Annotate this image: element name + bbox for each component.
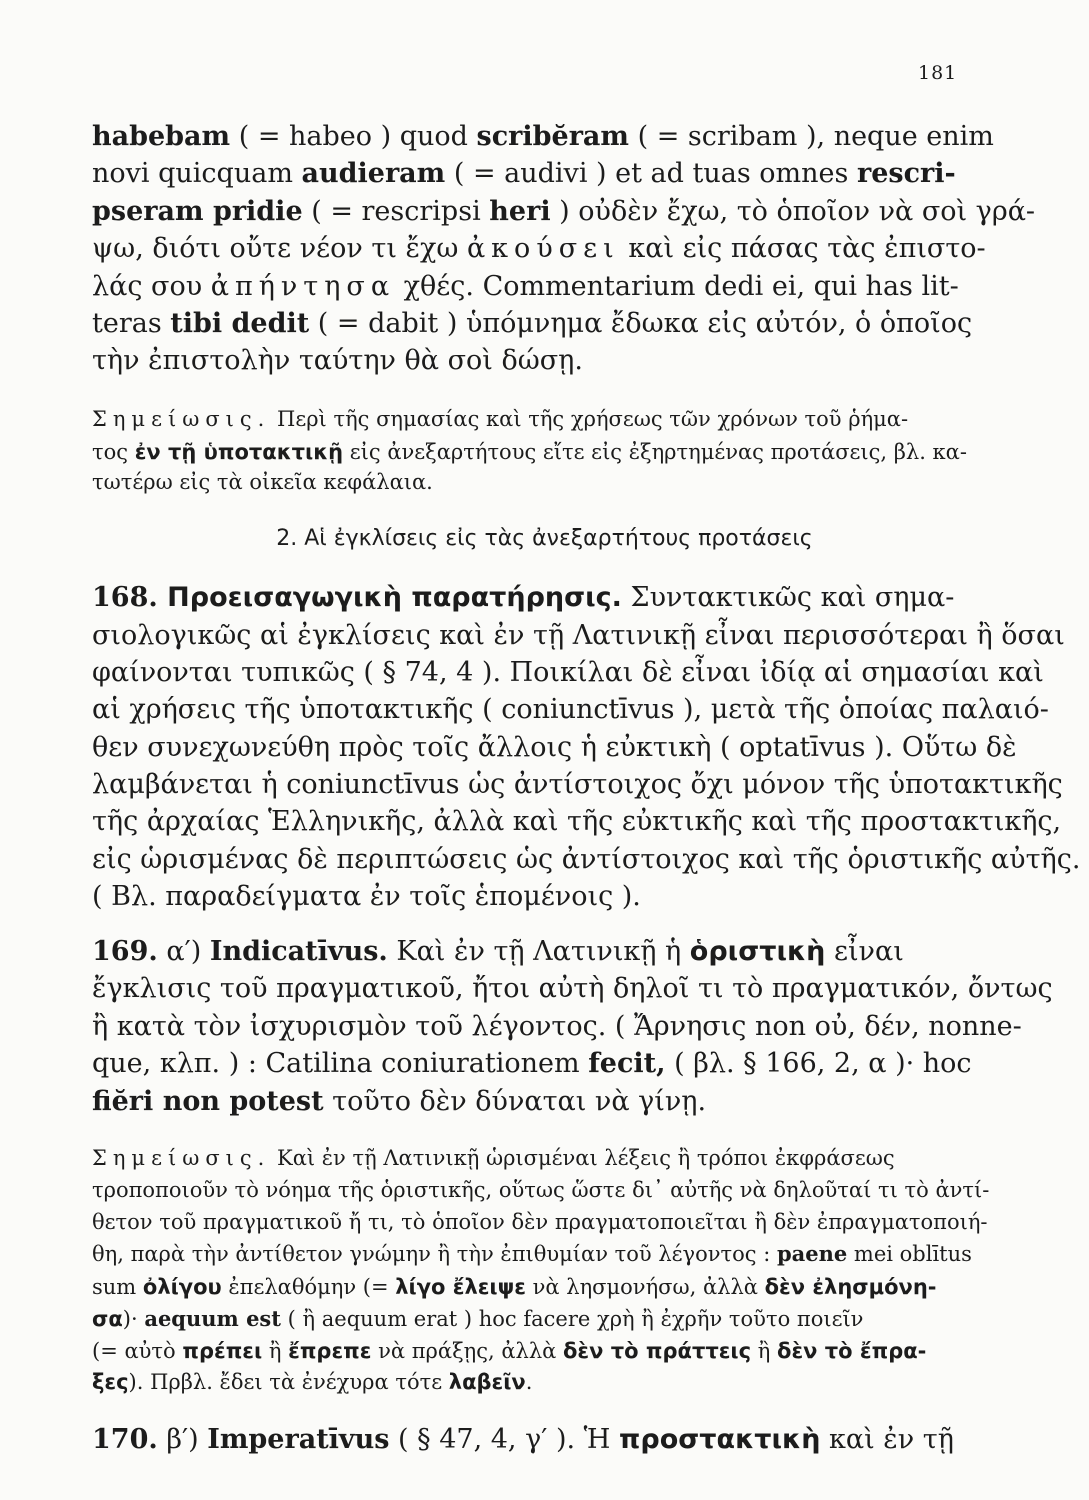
text: Καὶ ἐν τῇ Λατινικῇ ἡ	[387, 936, 690, 967]
p168-line-6: λαμβάνεται ἡ coniunctīvus ὡς ἀντίστοιχος ὄχι μόνον τῆς ὑποτακτικῆς	[92, 769, 1063, 800]
text: mei oblītus	[847, 1242, 972, 1266]
text: ψω, διότι οὔτε νέον τι ἔχω	[92, 233, 467, 264]
text: sum	[92, 1275, 143, 1299]
text: Συντακτικῶς καὶ σημα-	[621, 582, 955, 613]
latin-term: Indicatīvus.	[209, 936, 388, 967]
text: εἰς ἀνεξαρτήτους εἴτε εἰς ἐξηρτημένας προτάσεις, βλ. κα-	[343, 440, 967, 464]
latin-term: pseram pridie	[92, 196, 303, 227]
text: νὰ λησμονήσω, ἀλλὰ	[525, 1275, 765, 1299]
paragraph-title: Προεισαγωγικὴ παρατήρησις.	[157, 582, 622, 613]
note2-line-7	[92, 1334, 954, 1368]
text: β′)	[157, 1424, 208, 1455]
p168-line-2: σιολογικῶς αἱ ἐγκλίσεις καὶ ἐν τῇ Λατινικῇ εἶναι περισσότεραι ἢ ὅσαι	[92, 620, 1065, 651]
bold-term: δὲν τὸ πράττεις	[563, 1339, 752, 1363]
text: novi quicquam	[92, 158, 302, 189]
text: εἶναι	[825, 936, 904, 967]
note2-line-1	[92, 1141, 954, 1175]
text: ). Πρβλ. ἔδει τὰ ἐνέχυρα τότε	[128, 1370, 449, 1394]
text: ἐπελαθόμην (=	[221, 1275, 396, 1299]
text: ἢ	[262, 1339, 289, 1363]
spaced-word: ἀκούσει	[466, 233, 620, 264]
para1-line-4	[92, 229, 986, 269]
bold-term: σα	[92, 1307, 123, 1331]
text: Καὶ ἐν τῇ Λατινικῇ ὡρισμέναι λέξεις ἢ τρόποι ἐκφράσεως	[270, 1146, 895, 1170]
latin-term: scribĕram	[476, 121, 629, 152]
bold-term: ἐν τῇ ὑποτακτικῇ	[134, 440, 344, 464]
latin-term: Imperatīvus	[207, 1424, 390, 1455]
p168-line-7: τῆς ἀρχαίας Ἑλληνικῆς, ἀλλὰ καὶ τῆς εὐκτικῆς καὶ τῆς προστακτικῆς,	[92, 806, 1062, 837]
text: α′)	[157, 936, 210, 967]
text: teras	[92, 308, 171, 339]
text: καὶ ἐν τῇ	[820, 1424, 954, 1455]
p168-line-8: εἰς ὡρισμένας δὲ περιπτώσεις ὡς ἀντίστοιχος καὶ τῆς ὁριστικῆς αὐτῆς.	[92, 844, 1081, 875]
text: ( βλ. § 166, 2, α )· hoc	[665, 1048, 972, 1079]
p168-line-9: ( Βλ. παραδείγματα ἐν τοῖς ἑπομένοις ).	[92, 881, 641, 912]
note2-line-3: θετον τοῦ πραγματικοῦ ἤ τι, τὸ ὁποῖον δὲν πραγματοποιεῖται ἢ δὲν ἐπραγματοποιή-	[92, 1210, 988, 1234]
latin-term: rescri-	[856, 158, 956, 189]
bold-term: ξες	[92, 1370, 129, 1394]
text: ( = audivi ) et ad tuas omnes	[445, 158, 857, 189]
text: ( = scribam ), neque enim	[629, 121, 994, 152]
latin-term: fiĕri non potest	[92, 1086, 324, 1117]
paragraph-number: 169.	[92, 936, 158, 967]
text: ( ἢ aequum erat ) hoc facere χρὴ ἢ ἐχρῆν τοῦτο ποιεῖν	[280, 1307, 864, 1331]
para1-line-3	[92, 192, 1036, 232]
para1-line-5	[92, 267, 959, 307]
note2-line-8	[92, 1365, 954, 1399]
p168-line-1	[92, 578, 954, 618]
text: ἢ	[751, 1339, 778, 1363]
para1-line-6	[92, 304, 973, 344]
text: θη, παρὰ τὴν ἀντίθετον γνώμην ἢ τὴν ἐπιθυμίαν τοῦ λέγοντος :	[92, 1242, 777, 1266]
note1-line-2	[92, 435, 967, 469]
spaced-word: ἀπήντησα	[210, 271, 396, 302]
text: τοῦτο δὲν δύναται νὰ γίνῃ.	[323, 1086, 707, 1117]
spaced-word: Σημείωσις.	[92, 407, 271, 431]
text: ( = habeo ) quod	[230, 121, 477, 152]
section-heading: 2. Αἱ ἐγκλίσεις εἰς τὰς ἀνεξαρτήτους προτάσεις	[276, 526, 813, 551]
p168-line-4: αἱ χρήσεις τῆς ὑποτακτικῆς ( coniunctīvus ), μετὰ τῆς ὁποίας παλαιό-	[92, 694, 1049, 725]
text: λάς σου	[92, 271, 211, 302]
latin-term: fecit,	[588, 1048, 666, 1079]
text: Περὶ τῆς σημασίας καὶ τῆς χρήσεως τῶν χρόνων τοῦ ῥήμα-	[270, 407, 909, 431]
paragraph-number: 168.	[92, 582, 158, 613]
text: ) οὐδὲν ἔχω, τὸ ὁποῖον νὰ σοὶ γρά-	[550, 196, 1036, 227]
bold-term: πρέπει	[182, 1339, 263, 1363]
p169-line-2: ἔγκλισις τοῦ πραγματικοῦ, ἤτοι αὐτὴ δηλοῖ τι τὸ πραγματικόν, ὄντως	[92, 973, 1053, 1004]
bold-term: λίγο ἔλειψε	[395, 1275, 526, 1299]
p169-line-3: ἢ κατὰ τὸν ἰσχυρισμὸν τοῦ λέγοντος. ( Ἄρνησις non οὐ, δέν, nonne-	[92, 1011, 1022, 1042]
bold-term: ὁριστικὴ	[689, 936, 826, 967]
text: ( = rescripsi	[302, 196, 490, 227]
text: (= αὐτὸ	[92, 1339, 183, 1363]
para1-line-2	[92, 154, 954, 194]
text: .	[525, 1370, 533, 1394]
bold-term: λαβεῖν	[448, 1370, 526, 1394]
bold-term: δὲν ἐλησμόνη-	[764, 1275, 937, 1299]
text: τος	[92, 440, 135, 464]
bold-term: ὀλίγου	[142, 1275, 222, 1299]
p170-line-1	[92, 1420, 954, 1460]
latin-term: audieram	[301, 158, 446, 189]
latin-term: tibi dedit	[170, 308, 310, 339]
p168-line-3: φαίνονται τυπικῶς ( § 74, 4 ). Ποικίλαι δὲ εἶναι ἰδίᾳ αἱ σημασίαι καὶ	[92, 657, 1044, 688]
note1-line-3: τωτέρω εἰς τὰ οἰκεῖα κεφάλαια.	[92, 470, 433, 494]
text: )·	[122, 1307, 145, 1331]
note2-line-2: τροποποιοῦν τὸ νόημα τῆς ὁριστικῆς, οὕτως ὥστε δι᾽ αὐτῆς νὰ δηλοῦταί τι τὸ ἀντί-	[92, 1178, 990, 1202]
note2-line-6	[92, 1302, 954, 1336]
text: καὶ εἰς πάσας τὰς ἐπιστο-	[619, 233, 986, 264]
text: que, κλπ. ) : Catilina coniurationem	[92, 1048, 589, 1079]
text: νὰ πράξῃς, ἀλλὰ	[371, 1339, 563, 1363]
bold-term: προστακτικὴ	[619, 1424, 821, 1455]
p169-line-4	[92, 1044, 972, 1084]
p169-line-5	[92, 1082, 954, 1122]
p168-line-5: θεν συνεχωνεύθη πρὸς τοῖς ἄλλοις ἡ εὐκτικὴ ( optatīvus ). Οὕτω δὲ	[92, 732, 1017, 763]
text: χθές. Commentarium dedi ei, qui has lit-	[395, 271, 959, 302]
note1-line-1	[92, 402, 954, 436]
paragraph-number: 170.	[92, 1424, 158, 1455]
bold-term: ἔπρεπε	[288, 1339, 372, 1363]
text: ( = dabit ) ὑπόμνημα ἔδωκα εἰς αὐτόν, ὁ ὁποῖος	[309, 308, 973, 339]
note2-line-5	[92, 1270, 954, 1304]
text: ( § 47, 4, γ′ ). Ἡ	[389, 1424, 620, 1455]
latin-term: heri	[489, 196, 551, 227]
latin-term: aequum est	[144, 1306, 281, 1331]
para1-line-1	[92, 117, 994, 157]
p169-line-1	[92, 932, 954, 972]
note2-line-4	[92, 1237, 972, 1271]
page-number: 181	[918, 62, 958, 84]
spaced-word: Σημείωσις.	[92, 1146, 271, 1170]
latin-term: paene	[776, 1241, 848, 1266]
latin-term: habebam	[92, 121, 231, 152]
para1-line-7: τὴν ἐπιστολὴν ταύτην θὰ σοὶ δώσῃ.	[92, 345, 583, 376]
bold-term: δὲν τὸ ἔπρα-	[777, 1339, 927, 1363]
